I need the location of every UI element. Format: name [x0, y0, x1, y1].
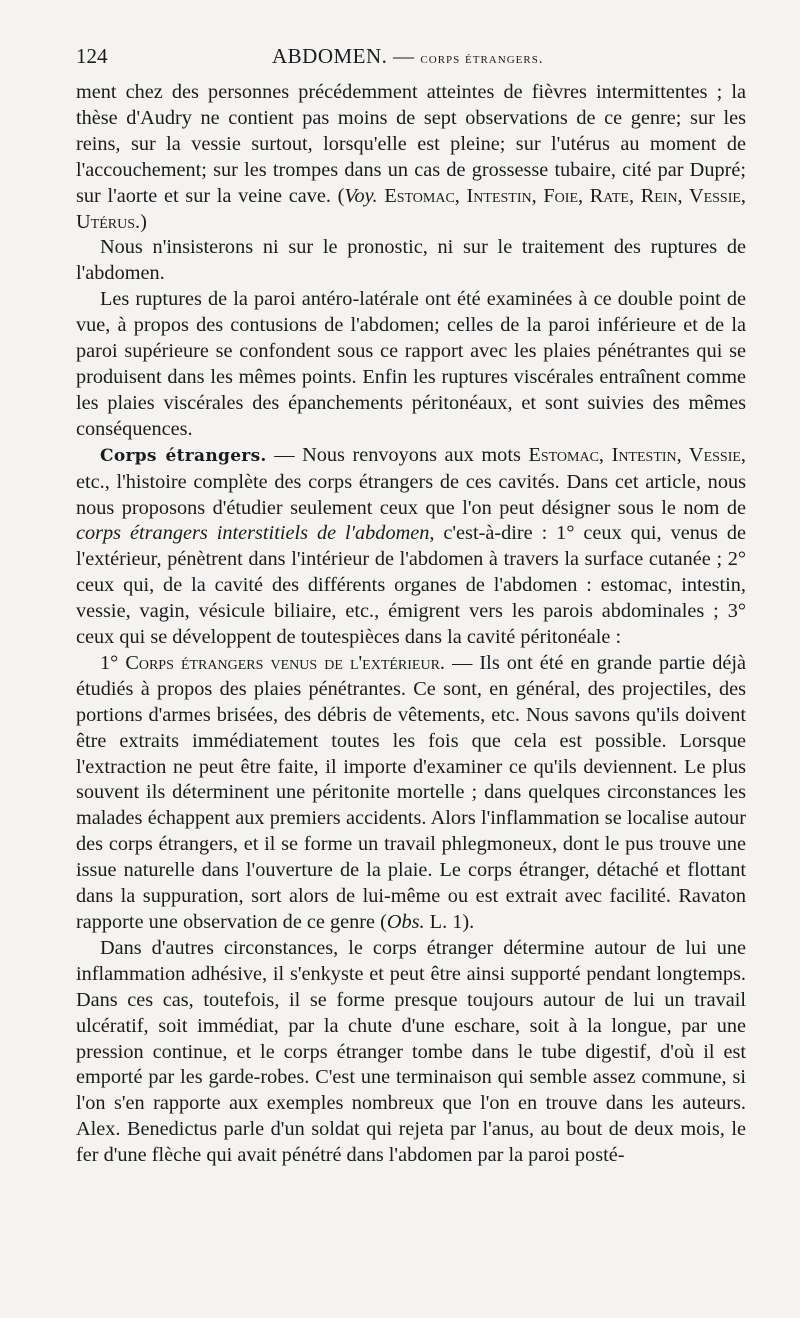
body-text: [76, 80, 746, 1169]
running-title: [272, 44, 544, 69]
subsection-heading: Corps étrangers venus de l'extérieur.: [125, 651, 445, 674]
header-title: ABDOMEN.: [272, 44, 388, 68]
paragraph-2: Nous n'insisterons ni sur le pronostic, ni sur le traitement des ruptures de l'abdomen.: [76, 236, 746, 285]
paragraph-4: Corps étrangers. — Nous renvoyons aux mots Estomac, Intestin, Vessie, etc., l'histoire complète des corps étrangers de ces cavités. Dans cet article, nous nous proposons d'étudier seulement ceux que l'on peut désigner sous le nom de corps étrangers interstitiels de l'abdomen, c'est-à-dire : 1° ceux qui, venus de l'extérieur, pénètrent dans l'intérieur de l'abdomen à travers la surface cutanée ; 2° ceux qui, de la cavité des différents organes de l'abdomen : estomac, intestin, vessie, vagin, vésicule biliaire, etc., émigrent vers les parois abdominales ; 3° ceux qui se développent de toutespièces dans la cavité péritonéale :: [76, 443, 746, 649]
section-heading: Corps étrangers.: [100, 445, 267, 466]
header-subtitle: corps étrangers.: [420, 51, 544, 67]
paragraph-5: 1° Corps étrangers venus de l'extérieur. — Ils ont été en grande partie déjà étudiés à propos des plaies pénétrantes. Ce sont, en général, des projectiles, des portions d'armes brisées, des débris de vêtements, etc. Nous savons qu'ils doivent être extraits immédiatement toutes les fois que cela est possible. Lorsque l'extraction ne peut être faite, il importe d'examiner ce qu'ils deviennent. Le plus souvent ils déterminent une péritonite mortelle ; dans quelques circonstances les malades échappent aux premiers accidents. Alors l'inflammation se localise autour des corps étrangers, et il se forme un travail phlegmoneux, dont le pus trouve une issue naturelle dans l'ouverture de la plaie. Le corps étranger, détaché et flottant dans la suppuration, sort alors de lui-même ou est extrait avec facilité. Ravaton rapporte une observation de ce genre (Obs. L. 1).: [76, 651, 746, 933]
page-number: 124: [76, 44, 108, 68]
running-header: [76, 44, 744, 74]
paragraph-6: Dans d'autres circonstances, le corps étranger détermine autour de lui une inflammation adhésive, il s'enkyste et peut être ainsi supporté pendant longtemps. Dans ces cas, toutefois, il se forme presque toujours autour de lui un travail ulcératif, soit immédiat, par la chute d'une eschare, soit à la longue, par une pression continue, et le corps étranger tombe dans le tube digestif, d'où il est emporté par les garde-robes. C'est une terminaison qui semble assez commune, si l'on s'en rapporte aux exemples nombreux que l'on en trouve dans les auteurs. Alex. Benedictus parle d'un soldat qui rejeta par l'anus, au bout de deux mois, le fer d'une flèche qui avait pénétré dans l'abdomen par la paroi posté-: [76, 936, 746, 1167]
paragraph-1: ment chez des personnes précédemment atteintes de fièvres intermittentes ; la thèse d'Audry ne contient pas moins de sept observations de ce genre; sur les reins, sur la vessie surtout, lorsqu'elle est pleine; sur l'utérus au moment de l'accouchement; sur les trompes dans un cas de grossesse tubaire, cité par Dupré; sur l'aorte et sur la veine cave. (Voy. Estomac, Intestin, Foie, Rate, Rein, Vessie, Utérus.): [76, 81, 746, 233]
header-dash: —: [393, 44, 415, 68]
paragraph-3: Les ruptures de la paroi antéro-latérale ont été examinées à ce double point de vue, à propos des contusions de l'abdomen; celles de la paroi inférieure et de la paroi supérieure se confondent sous ce rapport avec les plaies pénétrantes qui se produisent dans les mêmes points. Enfin les ruptures viscérales entraînent comme les plaies viscérales des épanchements péritonéaux, et sont suivies des mêmes conséquences.: [76, 288, 746, 440]
